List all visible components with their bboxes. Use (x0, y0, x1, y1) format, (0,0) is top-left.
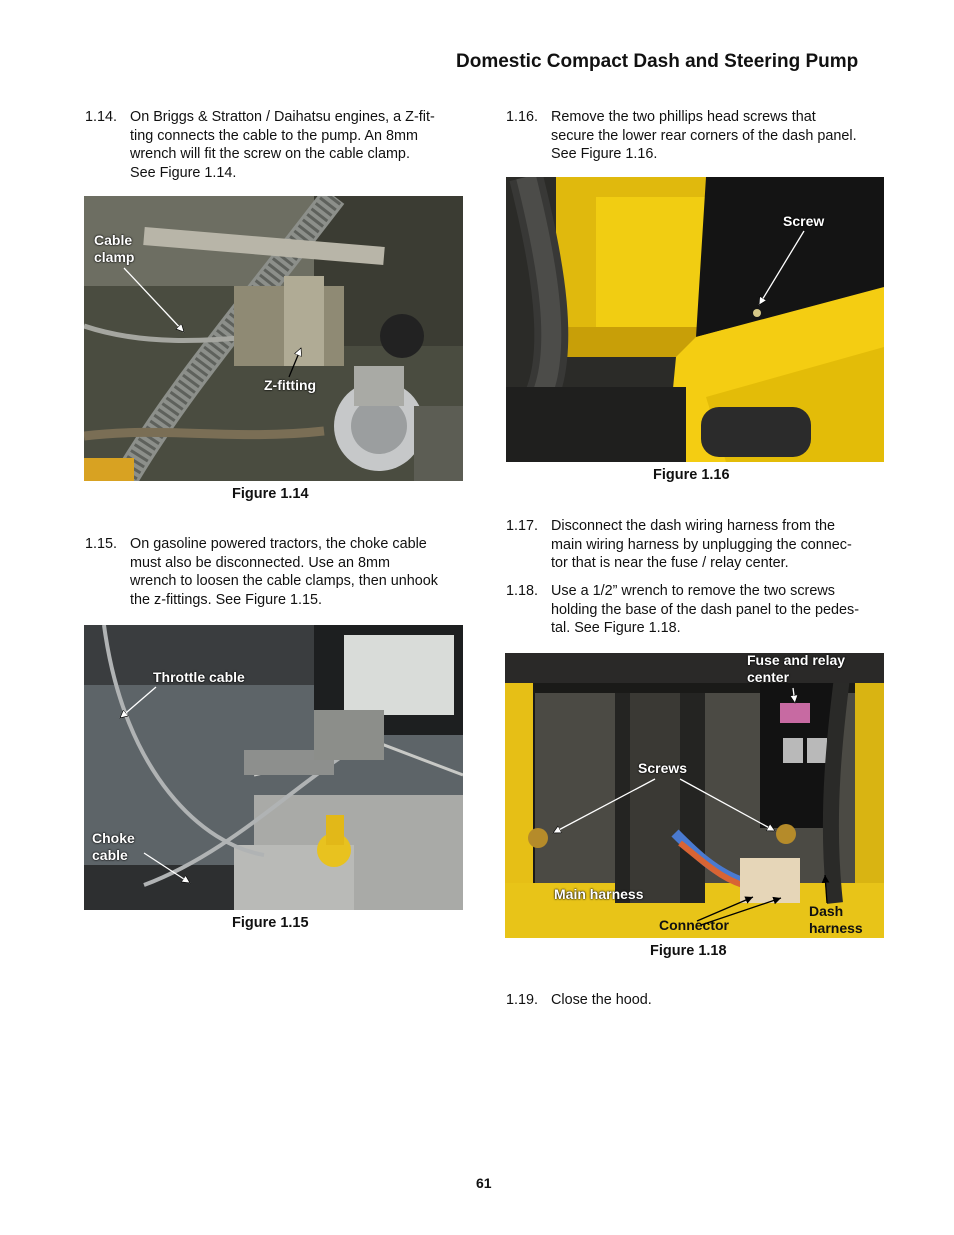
figure-1-14-photo (84, 196, 463, 481)
step-text: On Briggs & Stratton / Daihatsu engines, a Z-fit- ting connects the cable to the pump. An 8mm wrench will fit the screw on the cable clamp. See Figure 1.14. (130, 109, 435, 181)
page-title: Domestic Compact Dash and Steering Pump (456, 51, 859, 72)
figure-caption: Figure 1.18 (650, 943, 727, 959)
page-number: 61 (476, 1175, 492, 1191)
step-text: Close the hood. (551, 992, 652, 1008)
connector-label: Connector (659, 917, 729, 933)
figure-caption: Figure 1.14 (232, 486, 309, 502)
step-1-15 (85, 535, 470, 609)
callout-arrows (84, 625, 463, 910)
z-fitting-label: Z-fitting (264, 377, 317, 393)
step-1-14 (85, 108, 470, 182)
step-number: 1.17. (506, 518, 539, 534)
step-text: Disconnect the dash wiring harness from the main wiring harness by unplugging the connec- tor that is near the fuse / relay center. (551, 518, 852, 571)
main-harness-label: Main harness (554, 886, 644, 902)
choke-cable-label: Choke cable (92, 830, 135, 863)
step-1-16 (506, 108, 891, 164)
throttle-cable-label: Throttle cable (153, 669, 245, 685)
figure-caption: Figure 1.16 (653, 467, 730, 483)
step-number: 1.19. (506, 992, 539, 1008)
figure-caption: Figure 1.15 (232, 915, 309, 931)
step-1-18 (506, 582, 891, 638)
step-text: On gasoline powered tractors, the choke cable must also be disconnected. Use an 8mm wrench to loosen the cable clamps, then unhook the z-fittings. See Figure 1.15. (130, 536, 438, 608)
callout-arrows (506, 177, 884, 462)
callout-arrows (505, 653, 884, 938)
figure-1-15-photo (84, 625, 463, 910)
step-1-19 (506, 991, 891, 1010)
dash-harness-label: Dash harness (809, 903, 863, 936)
step-text: Remove the two phillips head screws that secure the lower rear corners of the dash panel. See Figure 1.16. (551, 109, 857, 162)
callout-arrows (84, 196, 463, 481)
screws-label: Screws (638, 760, 688, 776)
step-number: 1.14. (85, 109, 118, 125)
figure-1-16-photo (506, 177, 884, 462)
screw-label: Screw (783, 213, 825, 229)
figure-1-18-photo (505, 653, 884, 938)
step-1-17 (506, 517, 891, 573)
step-number: 1.16. (506, 109, 539, 125)
step-number: 1.15. (85, 536, 118, 552)
fuse-relay-center-label: Fuse and relay center (747, 653, 846, 685)
step-number: 1.18. (506, 583, 539, 599)
step-text: Use a 1/2” wrench to remove the two screws holding the base of the dash panel to the pedes- tal. See Figure 1.18. (551, 583, 860, 636)
cable-clamp-label: Cable clamp (94, 232, 135, 265)
